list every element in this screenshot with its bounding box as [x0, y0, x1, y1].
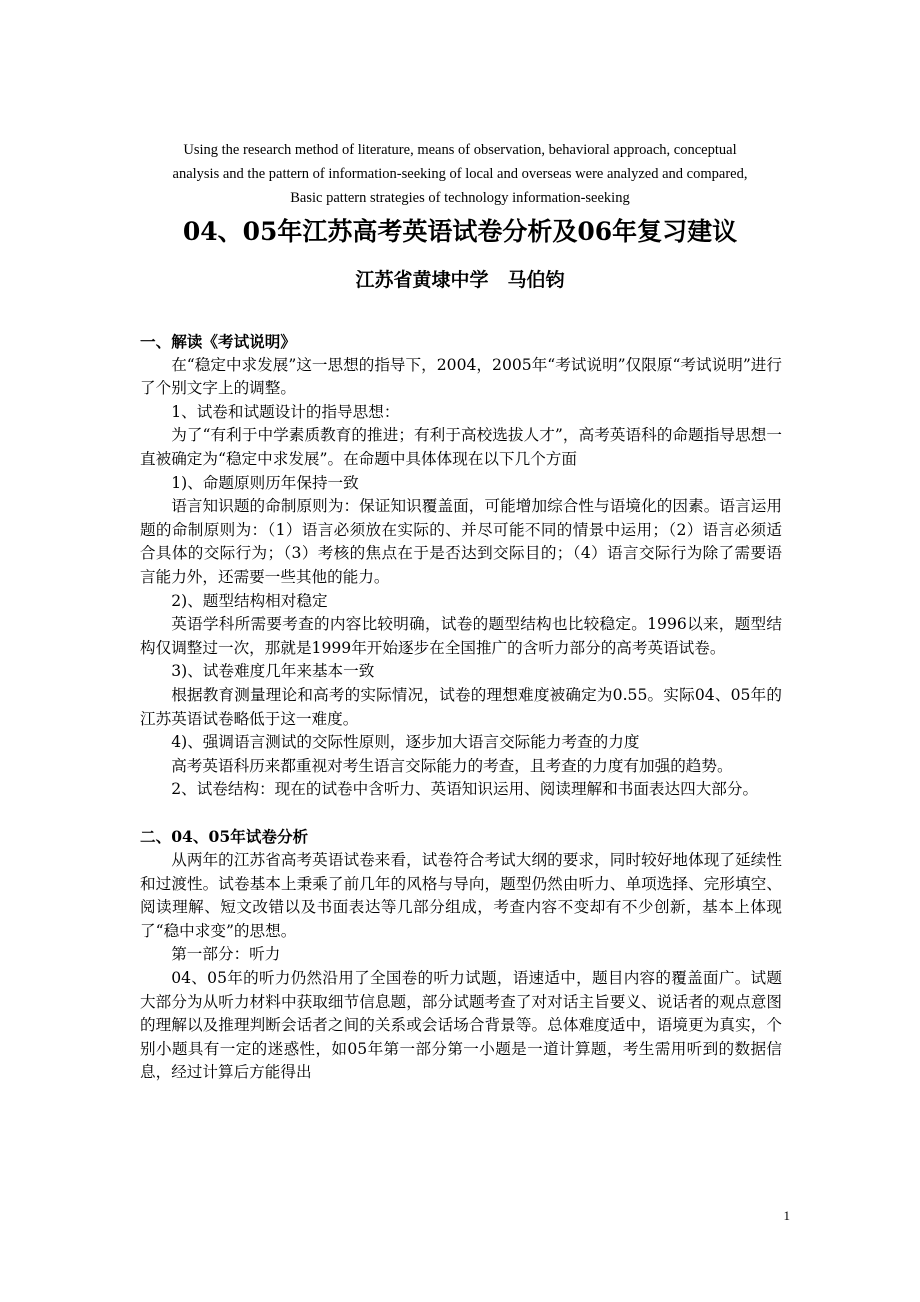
- paragraph: 语言知识题的命制原则为：保证知识覆盖面，可能增加综合性与语境化的因素。语言运用题的命制原则为：（1）语言必须放在实际的、并尽可能不同的情景中运用；（2）语言必须适合具体的交际行为；（3）考核的焦点在于是否达到交际目的；（4）语言交际行为除了需要语言能力外，还需要一些其他的能力。: [140, 497, 782, 586]
- paragraph: 高考英语科历来都重视对考生语言交际能力的考查，且考查的力度有加强的趋势。: [171, 756, 733, 775]
- abstract-line-3: Basic pattern strategies of technology information-seeking: [290, 190, 630, 206]
- paragraph: 2、试卷结构：现在的试卷中含听力、英语知识运用、阅读理解和书面表达四大部分。: [171, 780, 759, 799]
- section-gap: [140, 802, 782, 826]
- document-title: 04、05年江苏高考英语试卷分析及06年复习建议: [182, 217, 738, 246]
- paragraph: 1)、命题原则历年保持一致: [171, 473, 359, 492]
- section-1-heading: 一、解读《考试说明》: [140, 332, 296, 351]
- abstract-line-2: analysis and the pattern of information-seeking of local and overseas were analyzed and compared,: [172, 166, 748, 182]
- abstract-line-1: Using the research method of literature, means of observation, behavioral approach, conceptual: [183, 142, 737, 158]
- paragraph: 从两年的江苏省高考英语试卷来看，试卷符合考试大纲的要求，同时较好地体现了延续性和过渡性。试卷基本上秉乘了前几年的风格与导向，题型仍然由听力、单项选择、完形填空、阅读理解、短文改错以及书面表达等几部分组成，考查内容不变却有不少创新，基本上体现了“稳中求变”的思想。: [140, 851, 782, 940]
- paragraph: 第一部分：听力: [171, 945, 281, 964]
- paragraph: 2)、题型结构相对稳定: [171, 591, 328, 610]
- author-line: 江苏省黄埭中学 马伯钧: [355, 269, 565, 291]
- paragraph: 4)、强调语言测试的交际性原则，逐步加大语言交际能力考查的力度: [171, 733, 640, 752]
- english-abstract: [130, 138, 790, 210]
- paragraph: 在“稳定中求发展”这一思想的指导下，2004，2005年“考试说明”仅限原“考试说明”进行了个别文字上的调整。: [140, 355, 782, 398]
- page-number: 1: [783, 1208, 790, 1223]
- paragraph: 1、试卷和试题设计的指导思想：: [171, 402, 400, 421]
- paragraph: 3)、试卷难度几年来基本一致: [171, 662, 375, 681]
- document-body: [140, 330, 782, 1085]
- paragraph: 英语学科所需要考查的内容比较明确，试卷的题型结构也比较稳定。1996以来，题型结构仅调整过一次，那就是1999年开始逐步在全国推广的含听力部分的高考英语试卷。: [140, 615, 782, 657]
- paragraph: 根据教育测量理论和高考的实际情况，试卷的理想难度被确定为0.55。实际04、05年的江苏英语试卷略低于这一难度。: [140, 685, 782, 728]
- paragraph: 为了“有利于中学素质教育的推进；有利于高校选拔人才”，高考英语科的命题指导思想一直被确定为“稳定中求发展”。在命题中具体体现在以下几个方面: [140, 426, 782, 468]
- paragraph: 04、05年的听力仍然沿用了全国卷的听力试题，语速适中，题目内容的覆盖面广。试题大部分为从听力材料中获取细节信息题，部分试题考查了对对话主旨要义、说话者的观点意图的理解以及推理判断会话者之间的关系或会话场合背景等。总体难度适中，语境更为真实，个别小题具有一定的迷惑性，如05年第一部分第一小题是一道计算题，考生需用听到的数据信息，经过计算后方能得出: [140, 969, 782, 1082]
- section-2-heading: 二、04、05年试卷分析: [140, 827, 309, 847]
